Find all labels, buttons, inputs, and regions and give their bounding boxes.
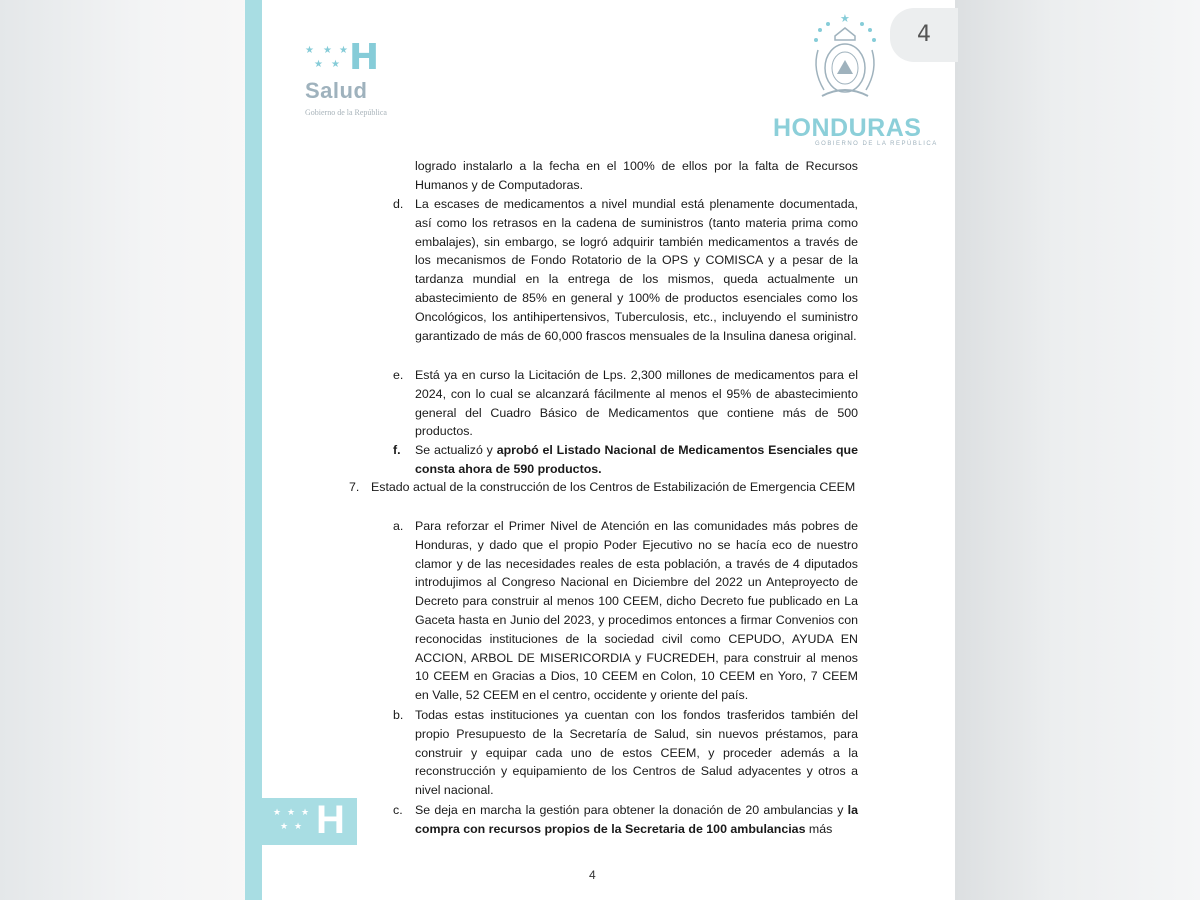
star-icon: ★ — [339, 45, 348, 56]
item-7c-label: c. — [393, 803, 403, 817]
intro-continuation: logrado instalarlo a la fecha en el 100% de ellos por la falta de Recursos Humanos y de Computadoras. — [415, 159, 858, 192]
item-7c-plain: Se deja en marcha la gestión para obtener la donación de 20 ambulancias y — [415, 803, 848, 817]
item-d-label: d. — [393, 197, 404, 211]
star-icon: ★ — [294, 821, 303, 831]
item-7c-text — [415, 801, 858, 839]
item-f-plain: Se actualizó y — [415, 443, 497, 457]
star-icon: ★ — [301, 807, 310, 817]
item-7a-text: Para reforzar el Primer Nivel de Atención en las comunidades más pobres de Honduras, y dado que el propio Poder Ejecutivo no se hacía eco de nuestro clamor y de las necesidades reales de esta población, a través de 4 diputados introdujimos al Congreso Nacional en Diciembre del 2022 un Anteproyecto de Decreto para construir al menos 100 CEEM, dicho Decreto fue publicado en La Gaceta hasta en Junio del 2023, y procedimos entonces a firmar Convenios con reconocidas instituciones de la sociedad civil como CEPUDO, AYUDA EN ACCION, ARBOL DE MISERICORDIA y FUCREDEH, para construir al menos 10 CEEM en Gracias a Dios, 10 CEEM en Colon, 10 CEEM en Yoro, 7 CEEM en Valle, 52 CEEM en el centro, occidente y oriente del país. — [415, 519, 858, 703]
salud-subtitle: Gobierno de la República — [305, 108, 387, 117]
item-e-text: Está ya en curso la Licitación de Lps. 2,300 millones de medicamentos para el 2024, con lo cual se alcanzará fácilmente al menos el 95% de abastecimiento general del Cuadro Básico de Medicamentos que contiene más de 500 productos. — [415, 368, 858, 439]
footer-h-logo-mark: H — [316, 798, 345, 842]
document-page — [245, 0, 955, 900]
star-icon: ★ — [305, 45, 314, 56]
star-icon: ★ — [314, 59, 323, 70]
svg-text:★: ★ — [840, 12, 850, 25]
honduras-subtitle: GOBIERNO DE LA REPÚBLICA — [815, 141, 938, 147]
star-icon: ★ — [287, 807, 296, 817]
item-7b-label: b. — [393, 708, 404, 722]
item-7b-text: Todas estas instituciones ya cuentan con los fondos trasferidos también del propio Presupuesto de la Secretaría de Salud, sin nuevos préstamos, para construir y equipar cada uno de estos CEEM, y proceder además a la reconstrucción y equipamiento de los Centros de Salud adyacentes y otros a nivel nacional. — [415, 708, 858, 798]
star-icon: ★ — [273, 807, 282, 817]
page-number: 4 — [589, 868, 596, 882]
item-7a-label: a. — [393, 519, 404, 533]
item-d-text: La escases de medicamentos a nivel mundial está plenamente documentada, así como los retrasos en la cadena de suministros (tanto materia prima como embalajes), sin embargo, se logró adquirir también medicamentos a través de los mecanismos de Fondo Rotatorio de la OPS y COMISCA y a pesar de la tardanza mundial en la entrega de los mismos, queda actualmente un abastecimiento de 85% en general y 100% de productos esenciales como los Oncológicos, los antihipertensivos, Tuberculosis, etc., incluyendo el suministro garantizado de más de 60,000 frascos mensuales de la Insulina danesa original. — [415, 197, 858, 343]
h-logo-mark: H — [349, 37, 380, 78]
section-7-title: Estado actual de la construcción de los Centros de Estabilización de Emergencia CEEM — [371, 480, 856, 494]
background-right — [955, 0, 1200, 900]
item-e-label: e. — [393, 368, 404, 382]
item-7c-bold: la compra con recursos propios de la Secretaria de 100 ambulancias — [415, 803, 858, 836]
page-indicator-badge: 4 — [890, 8, 958, 62]
item-7c-tail: más — [805, 821, 833, 836]
item-f-text — [415, 441, 858, 479]
star-icon: ★ — [280, 821, 289, 831]
honduras-brand-text: HONDURAS — [773, 114, 922, 142]
star-icon: ★ — [323, 45, 332, 56]
item-f-bold: aprobó el Listado Nacional de Medicamentos Esenciales que consta ahora de 590 productos. — [415, 443, 858, 476]
star-icon: ★ — [331, 59, 340, 70]
salud-brand-text: Salud — [305, 78, 368, 103]
item-f-label: f. — [393, 443, 401, 457]
document-body — [245, 0, 955, 900]
section-7-label: 7. — [349, 480, 360, 494]
